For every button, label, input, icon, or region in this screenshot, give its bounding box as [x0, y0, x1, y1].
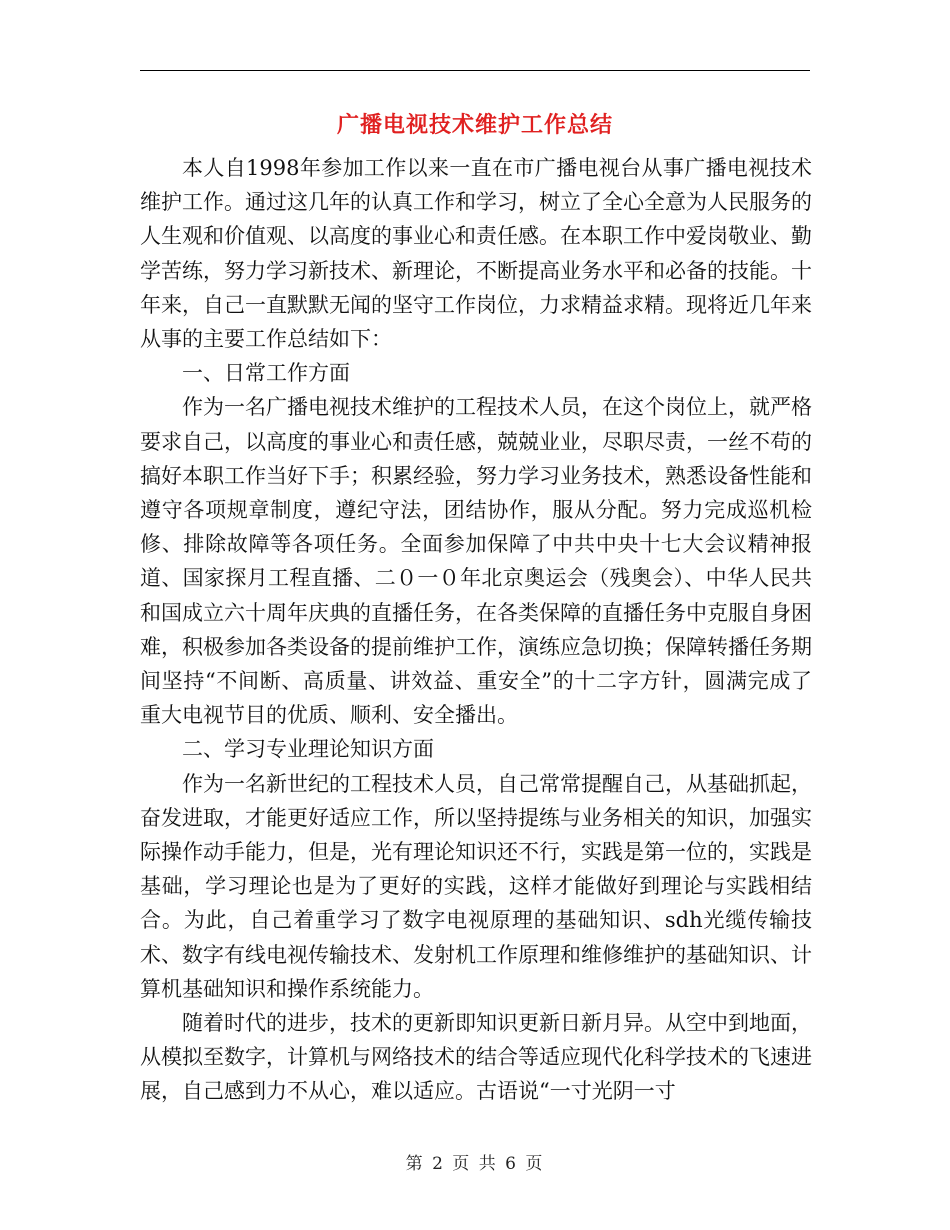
intro-paragraph: 本人自1998年参加工作以来一直在市广播电视台从事广播电视技术维护工作。通过这几年的认真工作和学习，树立了全心全意为人民服务的人生观和价值观、以高度的事业心和责任感。在本职工作中爱岗敬业、勤学苦练，努力学习新技术、新理论，不断提高业务水平和必备的技能。十年来，自己一直默默无闻的坚守工作岗位，力求精益求精。现将近几年来从事的主要工作总结如下： [140, 156, 812, 352]
page-number-footer: 第 2 页 共 6 页 [405, 1154, 545, 1174]
progress-paragraph: 随着时代的进步，技术的更新即知识更新日新月异。从空中到地面，从模拟至数字，计算机与网络技术的结合等适应现代化科学技术的飞速进展，自己感到力不从心，难以适应。古语说“一寸光阴一寸 [140, 1011, 812, 1104]
header-rule [140, 70, 810, 71]
section-heading-daily-work: 一、日常工作方面 [182, 361, 350, 386]
document-body [140, 151, 812, 1109]
section-heading-theory-study: 二、学习专业理论知识方面 [182, 737, 434, 762]
document-title: 广播电视技术维护工作总结 [336, 112, 613, 138]
theory-study-paragraph: 作为一名新世纪的工程技术人员，自己常常提醒自己，从基础抓起，奋发进取，才能更好适应工作，所以坚持提练与业务相关的知识，加强实际操作动手能力，但是，光有理论知识还不行，实践是第一位的，实践是基础，学习理论也是为了更好的实践，这样才能做好到理论与实践相结合。为此，自己着重学习了数字电视原理的基础知识、sdh光缆传输技术、数字有线电视传输技术、发射机工作原理和维修维护的基础知识、计算机基础知识和操作系统能力。 [140, 771, 812, 1001]
daily-work-paragraph: 作为一名广播电视技术维护的工程技术人员，在这个岗位上，就严格要求自己，以高度的事业心和责任感，兢兢业业，尽职尽责，一丝不苟的搞好本职工作当好下手；积累经验，努力学习业务技术，熟悉设备性能和遵守各项规章制度，遵纪守法，团结协作，服从分配。努力完成巡机检修、排除故障等各项任务。全面参加保障了中共中央十七大会议精神报道、国家探月工程直播、二０一０年北京奥运会（残奥会）、中华人民共和国成立六十周年庆典的直播任务，在各类保障的直播任务中克服自身困难，积极参加各类设备的提前维护工作，演练应急切换；保障转播任务期间坚持“不间断、高质量、讲效益、重安全”的十二字方针，圆满完成了重大电视节目的优质、顺利、安全播出。 [140, 395, 812, 728]
